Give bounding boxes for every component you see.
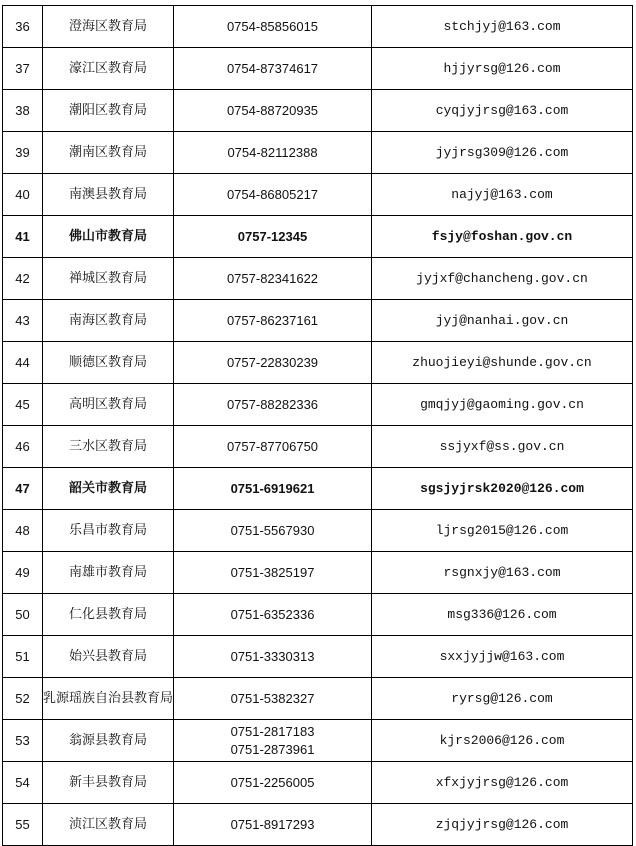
bureau-name-cell: 翁源县教育局 [43, 720, 174, 762]
table-row [3, 762, 633, 804]
row-number-cell: 53 [3, 720, 43, 762]
row-number-cell: 45 [3, 384, 43, 426]
table-row [3, 342, 633, 384]
table-row [3, 300, 633, 342]
row-number-cell: 46 [3, 426, 43, 468]
table-row [3, 132, 633, 174]
email-cell: sgsjyjrsk2020@126.com [372, 468, 633, 510]
email-cell: ryrsg@126.com [372, 678, 633, 720]
bureau-name-cell: 三水区教育局 [43, 426, 174, 468]
bureau-name-cell: 南雄市教育局 [43, 552, 174, 594]
table-row [3, 594, 633, 636]
bureau-name-cell: 韶关市教育局 [43, 468, 174, 510]
bureau-name-cell: 禅城区教育局 [43, 258, 174, 300]
phone-cell: 0754-86805217 [174, 174, 372, 216]
contact-table-body [3, 6, 633, 846]
bureau-name-cell: 潮阳区教育局 [43, 90, 174, 132]
row-number-cell: 42 [3, 258, 43, 300]
bureau-name-cell: 南海区教育局 [43, 300, 174, 342]
row-number-cell: 48 [3, 510, 43, 552]
table-row [3, 216, 633, 258]
phone-cell: 0751-2256005 [174, 762, 372, 804]
email-cell: sxxjyjjw@163.com [372, 636, 633, 678]
email-cell: gmqjyj@gaoming.gov.cn [372, 384, 633, 426]
row-number-cell: 55 [3, 804, 43, 846]
table-row [3, 804, 633, 846]
bureau-name-cell: 澄海区教育局 [43, 6, 174, 48]
phone-cell: 0751-2817183 0751-2873961 [174, 720, 372, 762]
phone-cell: 0754-82112388 [174, 132, 372, 174]
bureau-name-cell: 顺德区教育局 [43, 342, 174, 384]
phone-cell: 0757-86237161 [174, 300, 372, 342]
bureau-name-cell: 乐昌市教育局 [43, 510, 174, 552]
email-cell: msg336@126.com [372, 594, 633, 636]
table-row [3, 510, 633, 552]
contact-table [2, 5, 633, 846]
row-number-cell: 47 [3, 468, 43, 510]
phone-cell: 0757-22830239 [174, 342, 372, 384]
email-cell: najyj@163.com [372, 174, 633, 216]
email-cell: fsjy@foshan.gov.cn [372, 216, 633, 258]
row-number-cell: 54 [3, 762, 43, 804]
row-number-cell: 43 [3, 300, 43, 342]
table-row [3, 720, 633, 762]
bureau-name-cell: 始兴县教育局 [43, 636, 174, 678]
row-number-cell: 51 [3, 636, 43, 678]
bureau-name-cell: 乳源瑶族自治县教育局 [43, 678, 174, 720]
row-number-cell: 50 [3, 594, 43, 636]
email-cell: jyjxf@chancheng.gov.cn [372, 258, 633, 300]
phone-cell: 0751-8917293 [174, 804, 372, 846]
phone-cell: 0757-82341622 [174, 258, 372, 300]
bureau-name-cell: 南澳县教育局 [43, 174, 174, 216]
table-row [3, 174, 633, 216]
row-number-cell: 41 [3, 216, 43, 258]
email-cell: kjrs2006@126.com [372, 720, 633, 762]
email-cell: cyqjyjrsg@163.com [372, 90, 633, 132]
table-row [3, 6, 633, 48]
phone-cell: 0757-88282336 [174, 384, 372, 426]
phone-cell: 0754-85856015 [174, 6, 372, 48]
bureau-name-cell: 佛山市教育局 [43, 216, 174, 258]
row-number-cell: 38 [3, 90, 43, 132]
email-cell: jyjrsg309@126.com [372, 132, 633, 174]
phone-cell: 0757-87706750 [174, 426, 372, 468]
phone-cell: 0754-88720935 [174, 90, 372, 132]
phone-cell: 0754-87374617 [174, 48, 372, 90]
bureau-name-cell: 仁化县教育局 [43, 594, 174, 636]
table-row [3, 678, 633, 720]
table-row [3, 48, 633, 90]
row-number-cell: 39 [3, 132, 43, 174]
email-cell: zjqjyjrsg@126.com [372, 804, 633, 846]
table-row [3, 552, 633, 594]
table-row [3, 90, 633, 132]
email-cell: xfxjyjrsg@126.com [372, 762, 633, 804]
table-row [3, 636, 633, 678]
email-cell: ssjyxf@ss.gov.cn [372, 426, 633, 468]
row-number-cell: 44 [3, 342, 43, 384]
email-cell: zhuojieyi@shunde.gov.cn [372, 342, 633, 384]
phone-cell: 0751-3330313 [174, 636, 372, 678]
table-row [3, 258, 633, 300]
row-number-cell: 49 [3, 552, 43, 594]
table-row [3, 426, 633, 468]
email-cell: stchjyj@163.com [372, 6, 633, 48]
phone-cell: 0751-5567930 [174, 510, 372, 552]
phone-cell: 0757-12345 [174, 216, 372, 258]
email-cell: hjjyrsg@126.com [372, 48, 633, 90]
row-number-cell: 36 [3, 6, 43, 48]
email-cell: jyj@nanhai.gov.cn [372, 300, 633, 342]
row-number-cell: 40 [3, 174, 43, 216]
email-cell: rsgnxjy@163.com [372, 552, 633, 594]
email-cell: ljrsg2015@126.com [372, 510, 633, 552]
bureau-name-cell: 潮南区教育局 [43, 132, 174, 174]
phone-cell: 0751-3825197 [174, 552, 372, 594]
bureau-name-cell: 新丰县教育局 [43, 762, 174, 804]
phone-cell: 0751-6352336 [174, 594, 372, 636]
bureau-name-cell: 浈江区教育局 [43, 804, 174, 846]
bureau-name-cell: 濠江区教育局 [43, 48, 174, 90]
phone-cell: 0751-5382327 [174, 678, 372, 720]
row-number-cell: 52 [3, 678, 43, 720]
bureau-name-cell: 高明区教育局 [43, 384, 174, 426]
phone-cell: 0751-6919621 [174, 468, 372, 510]
table-row [3, 468, 633, 510]
row-number-cell: 37 [3, 48, 43, 90]
table-row [3, 384, 633, 426]
